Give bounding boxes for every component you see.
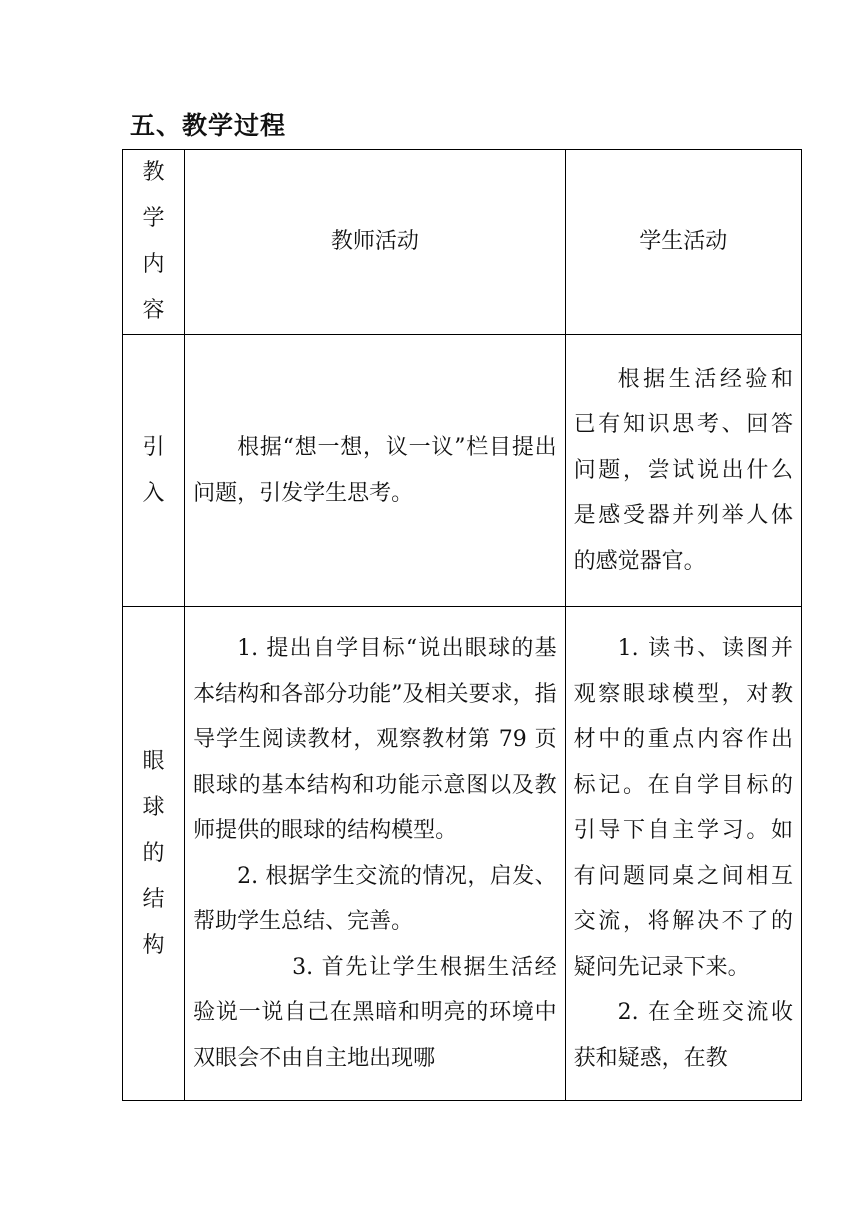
teacher-paragraph: 1. 提出自学目标“说出眼球的基本结构和各部分功能”及相关要求，指导学生阅读教材，观察教材第 79 页眼球的基本结构和功能示意图以及教师提供的眼球的结构模型。 bbox=[193, 636, 557, 843]
table-header-row bbox=[123, 150, 802, 335]
section-char: 引 bbox=[142, 434, 165, 460]
teacher-paragraph: 根据“想一想，议一议”栏目提出问题，引发学生思考。 bbox=[193, 435, 557, 506]
student-activity-eyeball bbox=[565, 607, 801, 1101]
section-label-intro bbox=[123, 335, 185, 607]
section-char: 球 bbox=[142, 794, 165, 820]
page-title: 五、教学过程 bbox=[130, 111, 287, 140]
header-student-activity: 学生活动 bbox=[565, 150, 801, 335]
student-paragraph: 1. 读书、读图并观察眼球模型，对教材中的重点内容作出标记。在自学目标的引导下自主学习。如有问题同桌之间相互交流，将解决不了的疑问先记录下来。 bbox=[573, 636, 793, 980]
student-paragraph: 2. 在全班交流收获和疑惑，在教 bbox=[573, 1000, 793, 1071]
header-teaching-content bbox=[123, 150, 185, 335]
table-row-intro bbox=[123, 335, 802, 607]
header-char: 教 bbox=[142, 160, 165, 185]
teaching-process-table bbox=[122, 149, 802, 1101]
table-row-eyeball bbox=[123, 607, 802, 1101]
section-char: 入 bbox=[142, 480, 165, 506]
section-label-eyeball-structure bbox=[123, 607, 185, 1101]
teacher-activity-intro bbox=[185, 335, 566, 607]
header-char: 容 bbox=[142, 298, 165, 323]
header-teacher-activity: 教师活动 bbox=[185, 150, 566, 335]
header-char: 学 bbox=[142, 206, 165, 231]
section-char: 构 bbox=[142, 932, 165, 958]
section-char: 眼 bbox=[142, 748, 165, 774]
teacher-activity-eyeball bbox=[185, 607, 566, 1101]
section-char: 结 bbox=[142, 886, 165, 912]
teacher-paragraph: 2. 根据学生交流的情况，启发、帮助学生总结、完善。 bbox=[193, 863, 557, 934]
student-activity-intro bbox=[565, 335, 801, 607]
teacher-paragraph: 3. 首先让学生根据生活经验说一说自己在黑暗和明亮的环境中双眼会不由自主地出现哪 bbox=[193, 954, 557, 1071]
section-char: 的 bbox=[142, 840, 165, 866]
student-paragraph: 根据生活经验和已有知识思考、回答问题，尝试说出什么是感受器并列举人体的感觉器官。 bbox=[573, 366, 793, 574]
header-char: 内 bbox=[142, 252, 165, 277]
